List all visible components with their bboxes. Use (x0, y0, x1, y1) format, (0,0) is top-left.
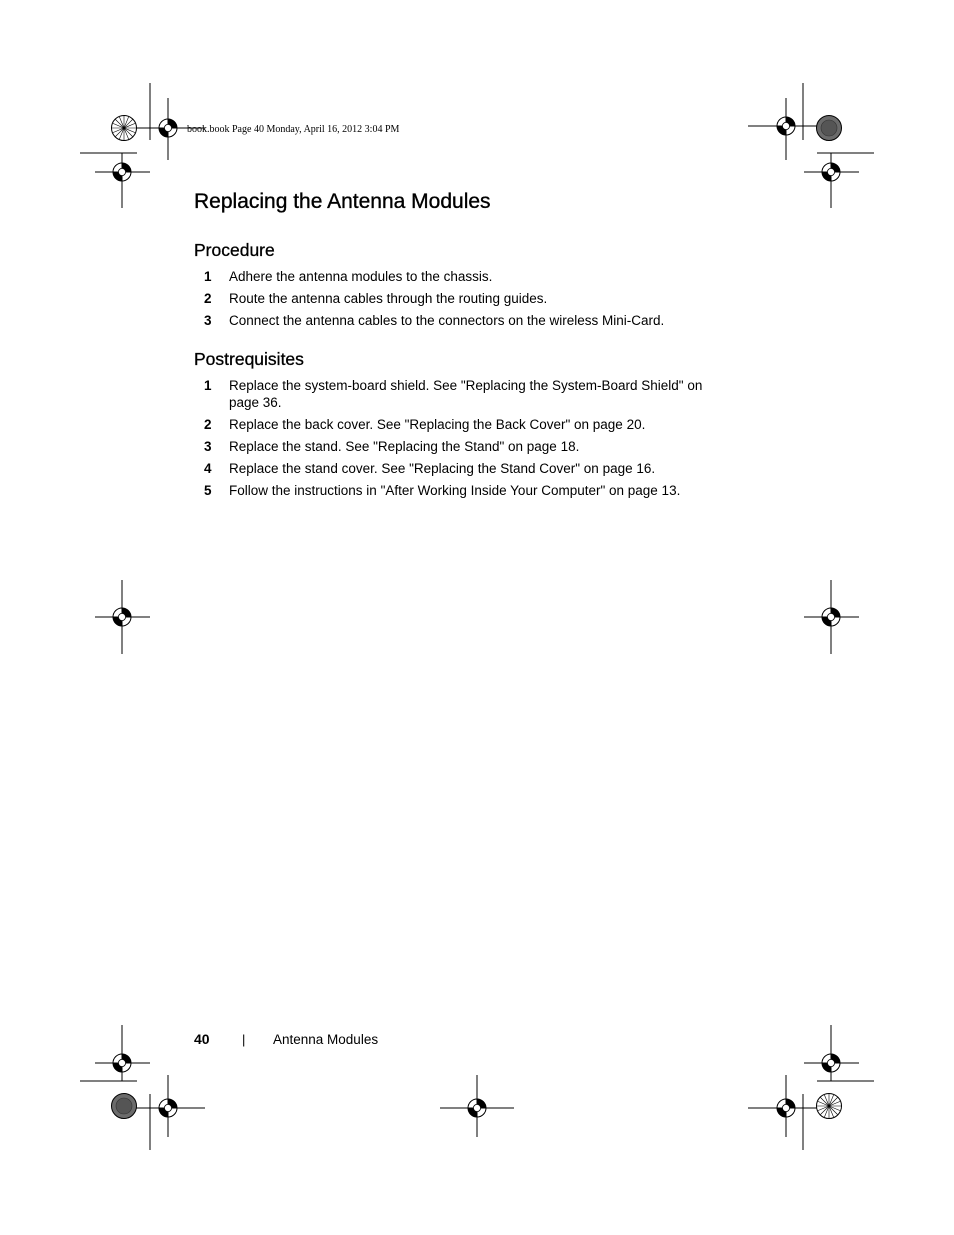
step-text: Connect the antenna cables to the connectors on the wireless Mini-Card. (229, 313, 665, 328)
postrequisite-step (194, 460, 734, 477)
postrequisite-step (194, 377, 734, 411)
footer-section-title: Antenna Modules (273, 1032, 379, 1047)
postrequisite-step (194, 416, 734, 433)
footer-separator: | (242, 1032, 246, 1047)
step-number: 3 (204, 313, 212, 328)
print-slug-line: book.book Page 40 Monday, April 16, 2012 3:04 PM (187, 124, 400, 135)
procedure-step (194, 290, 734, 307)
step-text: Replace the stand. See "Replacing the Stand" on page 18. (229, 439, 580, 454)
postrequisite-step (194, 482, 734, 499)
step-number: 1 (204, 378, 212, 393)
step-text: Replace the stand cover. See "Replacing the Stand Cover" on page 16. (229, 461, 656, 476)
postrequisites-steps (194, 377, 734, 504)
page-title: Replacing the Antenna Modules (194, 190, 491, 213)
step-text: Replace the system-board shield. See "Replacing the System-Board Shield" on page 36. (229, 378, 703, 410)
page-number: 40 (194, 1031, 210, 1047)
step-number: 4 (204, 461, 212, 476)
procedure-step (194, 268, 734, 285)
postrequisite-step (194, 438, 734, 455)
step-number: 1 (204, 269, 212, 284)
step-number: 5 (204, 483, 212, 498)
postrequisites-heading: Postrequisites (194, 349, 304, 369)
procedure-steps (194, 268, 734, 334)
step-text: Replace the back cover. See "Replacing the Back Cover" on page 20. (229, 417, 646, 432)
step-text: Follow the instructions in "After Working Inside Your Computer" on page 13. (229, 483, 681, 498)
step-number: 2 (204, 291, 212, 306)
procedure-step (194, 312, 734, 329)
procedure-heading: Procedure (194, 240, 275, 260)
step-text: Route the antenna cables through the routing guides. (229, 291, 548, 306)
step-text: Adhere the antenna modules to the chassis. (229, 269, 493, 284)
step-number: 3 (204, 439, 212, 454)
step-number: 2 (204, 417, 212, 432)
